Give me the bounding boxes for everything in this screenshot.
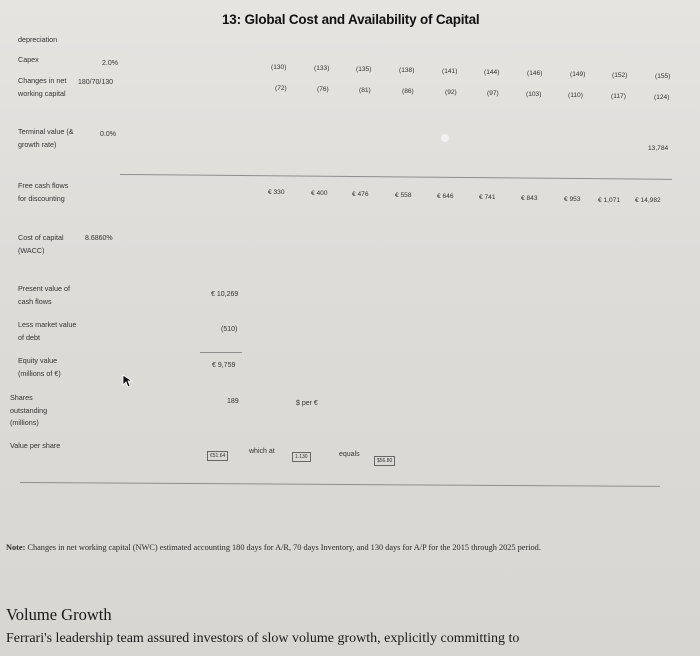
label-terminal: Terminal value (& growth rate) (18, 127, 74, 149)
nwc-value: (103) (526, 91, 542, 98)
fx-box: 1.130 (292, 452, 311, 462)
label-fcf: Free cash flows for discounting (18, 181, 69, 203)
equals-label: equals (339, 451, 360, 458)
per-euro-label: $ per € (296, 400, 318, 407)
debt-value: (510) (221, 326, 238, 333)
section-heading: Volume Growth (6, 605, 112, 624)
fcf-value: € 741 (479, 194, 496, 201)
fcf-value: € 14,982 (635, 197, 661, 204)
label-wacc: Cost of capital (WACC) (18, 233, 64, 255)
capex-value: (149) (570, 71, 586, 78)
label-shares: Shares outstanding (millions) (10, 393, 48, 427)
note-prefix: Note: (6, 543, 26, 552)
label-capex: Capex (18, 55, 39, 64)
nwc-value: (72) (275, 85, 287, 92)
nwc-value: (117) (611, 93, 626, 100)
capex-value: (144) (484, 69, 500, 76)
fcf-value: € 646 (437, 193, 454, 200)
nwc-value: (97) (487, 90, 499, 97)
label-pv: Present value of cash flows (18, 284, 70, 306)
fcf-value: € 476 (352, 191, 369, 198)
terminal-growth: 0.0% (100, 131, 116, 138)
table-note (6, 542, 666, 553)
terminal-value: 13,784 (648, 145, 669, 152)
label-debt: Less market value of debt (18, 320, 77, 342)
fcf-value: € 400 (311, 190, 328, 197)
present-value: € 10,269 (211, 291, 239, 298)
page-title: 13: Global Cost and Availability of Capital (222, 12, 480, 27)
nwc-days: 180/70/130 (78, 79, 114, 86)
equity-value: € 9,759 (212, 362, 236, 369)
fcf-value: € 558 (395, 192, 412, 199)
divider-line (120, 174, 672, 180)
label-depreciation: depreciation (18, 35, 58, 44)
fcf-value: € 953 (564, 196, 581, 203)
glare-spot (441, 134, 449, 142)
capex-value: (133) (314, 65, 330, 72)
section-paragraph: Ferrari's leadership team assured investors of slow volume growth, explicitly committing to (6, 631, 520, 646)
nwc-value: (92) (445, 89, 457, 96)
capex-value: (141) (442, 68, 458, 75)
table-bottom-rule (20, 482, 660, 487)
capex-value: (146) (527, 70, 543, 77)
capex-rate: 2.0% (102, 60, 118, 67)
capex-value: (130) (271, 64, 287, 71)
capex-value: (152) (612, 72, 628, 79)
vps-box: €51.64 (207, 451, 228, 461)
subtotal-line (200, 352, 242, 353)
fcf-value: € 330 (268, 189, 285, 196)
nwc-value: (76) (317, 86, 329, 93)
mouse-cursor-icon (122, 374, 134, 388)
label-nwc: Changes in net working capital (18, 76, 67, 98)
wacc-rate: 8.6860% (85, 235, 113, 242)
usd-box: $56.80 (374, 456, 395, 466)
label-equity: Equity value (millions of €) (18, 356, 61, 378)
fcf-value: € 843 (521, 195, 538, 202)
fcf-value: € 1,071 (598, 197, 620, 204)
nwc-value: (110) (568, 92, 583, 99)
label-vps: Value per share (10, 441, 61, 450)
shares-value: 189 (227, 398, 239, 405)
which-at-label: which at (249, 448, 275, 455)
nwc-value: (124) (654, 94, 670, 101)
capex-value: (138) (399, 67, 415, 74)
capex-value: (155) (655, 73, 671, 80)
nwc-value: (86) (402, 88, 414, 95)
note-text: Changes in net working capital (NWC) estimated accounting 180 days for A/R, 70 days Inventory, and 130 days for A/P for the 2015 through 2025 period. (27, 543, 541, 552)
capex-value: (135) (356, 66, 372, 73)
nwc-value: (81) (359, 87, 371, 94)
